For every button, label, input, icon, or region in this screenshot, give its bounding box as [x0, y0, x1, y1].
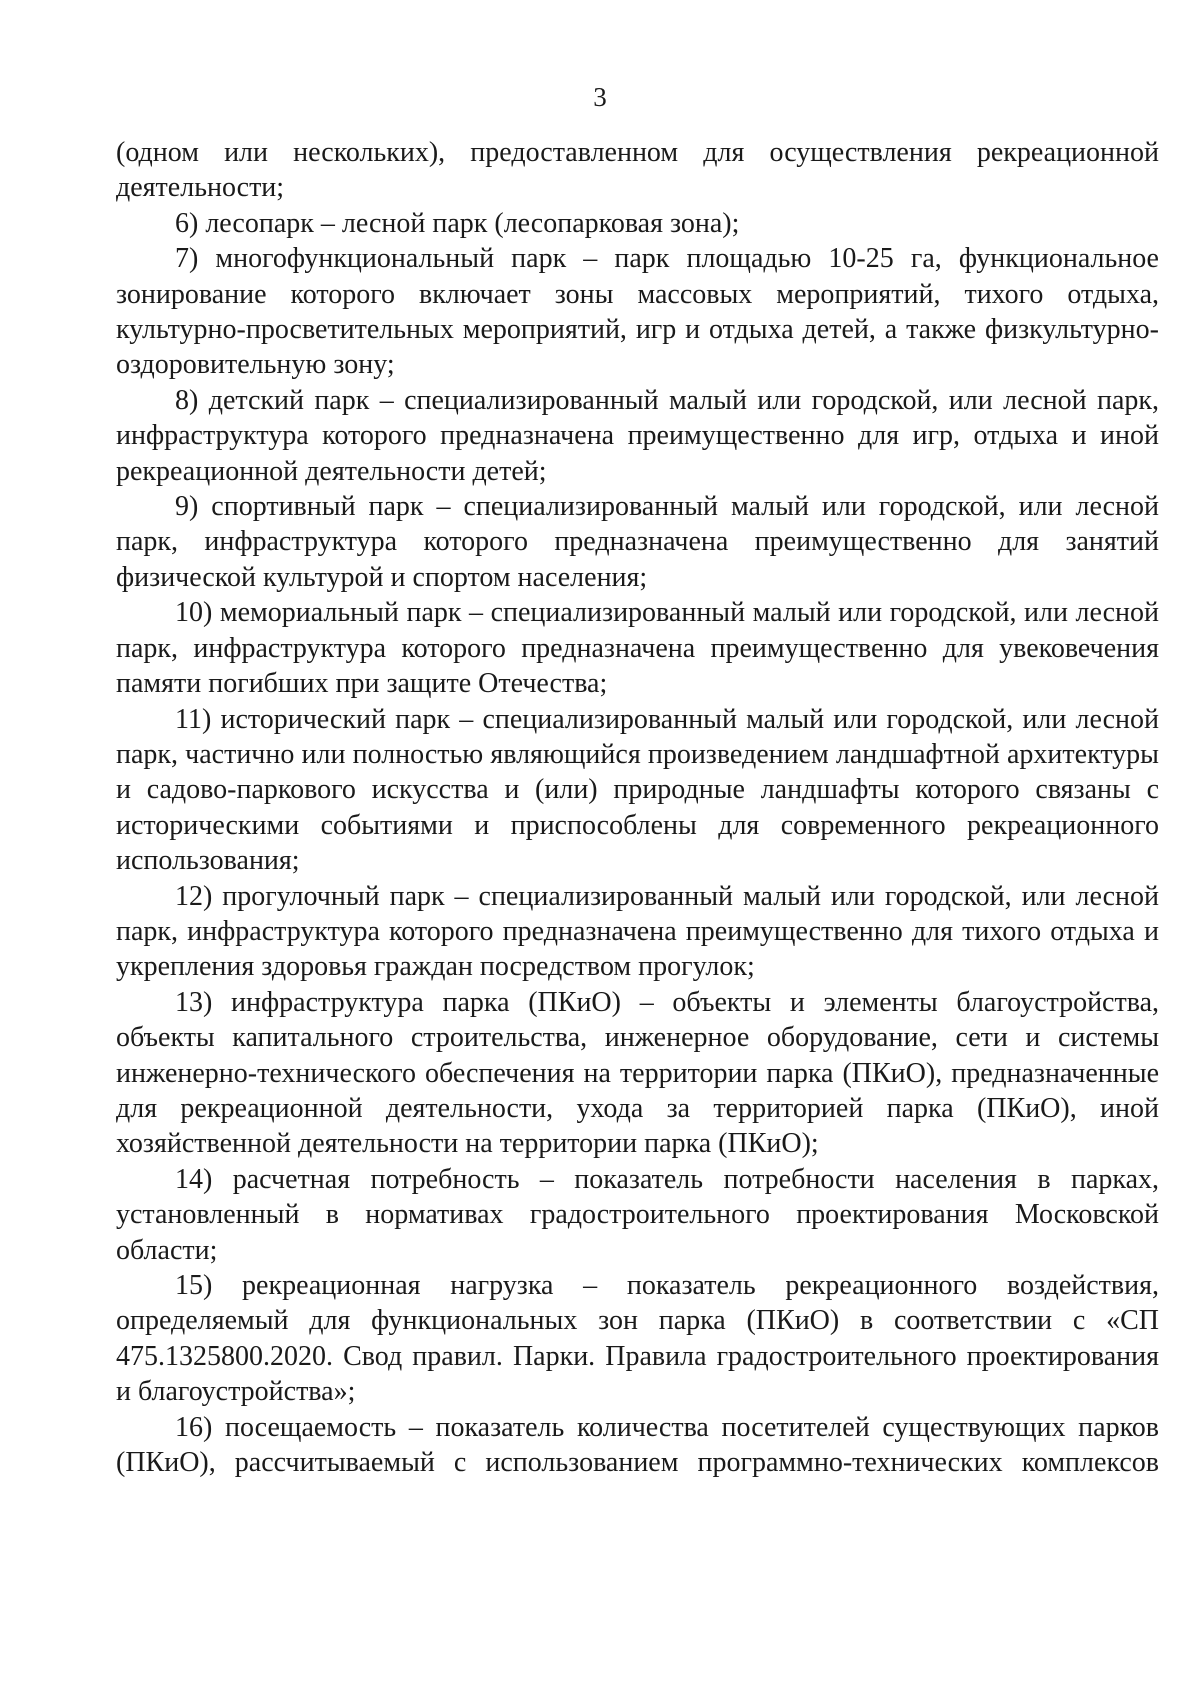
paragraph-item-12: 12) прогулочный парк – специализированный малый или городской, или лесной парк, инфраструктура которого предназначена преимущественно для тихого отдыха и укрепления здоровья граждан посредством прогулок;: [116, 880, 1159, 983]
paragraph-item-15: 15) рекреационная нагрузка – показатель рекреационного воздействия, определяемый для функциональных зон парка (ПКиО) в соответствии с «СП 475.1325800.2020. Свод правил. Парки. Правила градостроительного проектирования и благоустройства»;: [116, 1270, 1159, 1408]
paragraph-item-11: 11) исторический парк – специализированный малый или городской, или лесной парк, частично или полностью являющийся произведением ландшафтной архитектуры и садово-паркового искусства и (или) природные ландшафты которого связаны с историческими событиями и приспособлены для современного рекреационного использования;: [116, 703, 1159, 877]
paragraph-item-7: 7) многофункциональный парк – парк площадью 10-25 га, функциональное зонирование которого включает зоны массовых мероприятий, тихого отдыха, культурно-просветительных мероприятий, игр и отдыха детей, а также физкультурно-оздоровительную зону;: [116, 243, 1159, 381]
document-body: [116, 135, 1159, 1480]
page-number: 3: [593, 82, 607, 112]
paragraph-item-14: 14) расчетная потребность – показатель потребности населения в парках, установленный в нормативах градостроительного проектирования Московской области;: [116, 1163, 1159, 1266]
paragraph-item-9: 9) спортивный парк – специализированный малый или городской, или лесной парк, инфраструктура которого предназначена преимущественно для занятий физической культурой и спортом населения;: [116, 491, 1159, 593]
paragraph-item-16: 16) посещаемость – показатель количества посетителей существующих парков (ПКиО), рассчитываемый с использованием программно-технических комплексов: [116, 1411, 1159, 1479]
paragraph-item-10: 10) мемориальный парк – специализированный малый или городской, или лесной парк, инфраструктура которого предназначена преимущественно для увековечения памяти погибших при защите Отечества;: [116, 597, 1159, 700]
paragraph-item-13: 13) инфраструктура парка (ПКиО) – объекты и элементы благоустройства, объекты капитального строительства, инженерное оборудование, сети и системы инженерно-технического обеспечения на территории парка (ПКиО), предназначенные для рекреационной деятельности, ухода за территорией парка (ПКиО), иной хозяйственной деятельности на территории парка (ПКиО);: [116, 986, 1159, 1160]
paragraph-continuation: (одном или нескольких), предоставленном для осуществления рекреационной деятельности;: [116, 137, 1159, 204]
paragraph-item-6: 6) лесопарк – лесной парк (лесопарковая зона);: [175, 207, 740, 239]
paragraph-item-8: 8) детский парк – специализированный малый или городской, или лесной парк, инфраструктура которого предназначена преимущественно для игр, отдыха и иной рекреационной деятельности детей;: [116, 384, 1159, 487]
